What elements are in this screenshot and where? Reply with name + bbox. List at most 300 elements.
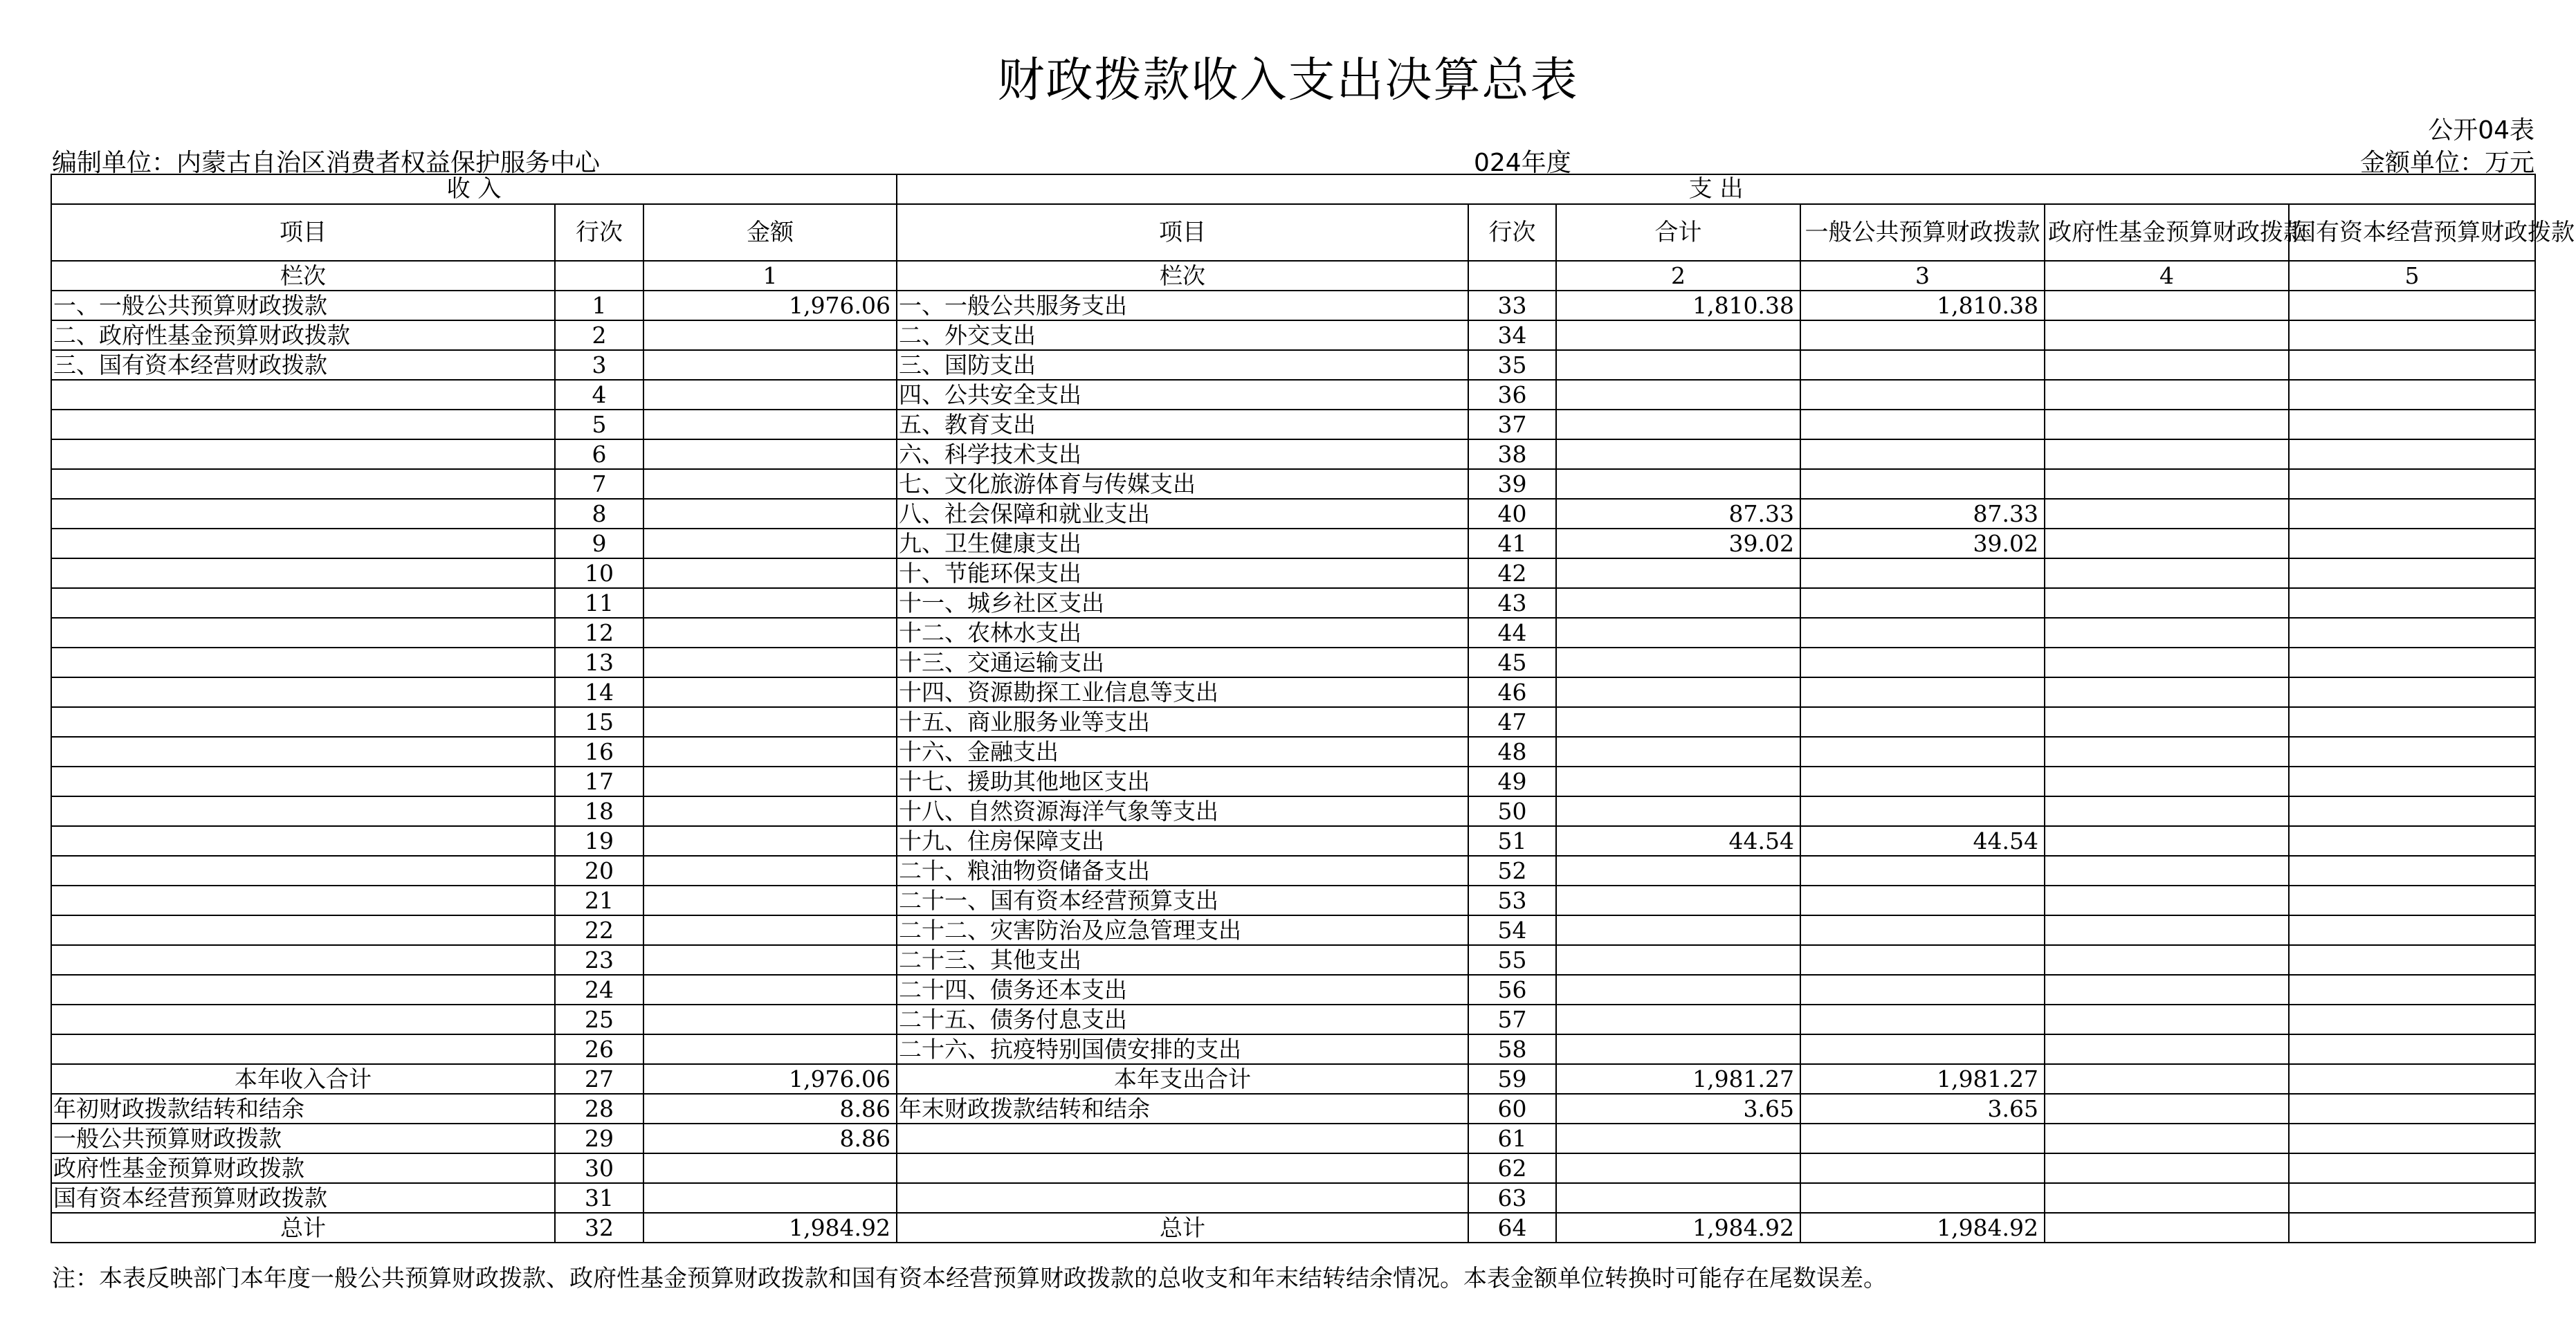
expense-fund	[2045, 915, 2289, 945]
income-amount	[643, 439, 897, 469]
expense-row-no: 62	[1468, 1153, 1556, 1183]
expense-item: 十八、自然资源海洋气象等支出	[897, 796, 1468, 826]
table-row	[51, 826, 2535, 856]
expense-total: 1,810.38	[1556, 291, 1800, 320]
expense-summary-label: 本年支出合计	[897, 1064, 1468, 1094]
income-row-header: 行次	[555, 204, 643, 261]
carry-row	[51, 1124, 2535, 1153]
expense-item: 九、卫生健康支出	[897, 529, 1468, 558]
expense-row-no: 49	[1468, 767, 1556, 796]
income-item	[51, 380, 555, 410]
expense-general: 3.65	[1800, 1094, 2045, 1124]
expense-general	[1800, 915, 2045, 945]
expense-row-no: 56	[1468, 975, 1556, 1005]
expense-state	[2289, 975, 2535, 1005]
expense-general	[1800, 648, 2045, 677]
income-amount	[643, 618, 897, 648]
income-item: 政府性基金预算财政拨款	[51, 1153, 555, 1183]
income-amount	[643, 648, 897, 677]
expense-total	[1556, 856, 1800, 886]
income-item	[51, 1005, 555, 1034]
table-row	[51, 945, 2535, 975]
expense-total: 1,981.27	[1556, 1064, 1800, 1094]
expense-fund	[2045, 1094, 2289, 1124]
expense-state	[2289, 350, 2535, 380]
table-row	[51, 707, 2535, 737]
expense-total	[1556, 558, 1800, 588]
expense-general	[1800, 380, 2045, 410]
expense-row-no: 40	[1468, 499, 1556, 529]
expense-state	[2289, 1094, 2535, 1124]
expense-item: 十一、城乡社区支出	[897, 588, 1468, 618]
column-header-row	[51, 204, 2535, 261]
summary-row	[51, 1064, 2535, 1094]
expense-item: 八、社会保障和就业支出	[897, 499, 1468, 529]
table-row	[51, 529, 2535, 558]
expense-state	[2289, 677, 2535, 707]
expense-total: 44.54	[1556, 826, 1800, 856]
expense-total: 39.02	[1556, 529, 1800, 558]
expense-general: 1,810.38	[1800, 291, 2045, 320]
expense-fund	[2045, 796, 2289, 826]
expense-general: 44.54	[1800, 826, 2045, 856]
expense-fund	[2045, 469, 2289, 499]
expense-row-no: 33	[1468, 291, 1556, 320]
budget-table	[51, 174, 2575, 1243]
income-row-no: 15	[555, 707, 643, 737]
expense-total	[1556, 1034, 1800, 1064]
state-capital-header: 国有资本经营预算财政拨款	[2289, 204, 2535, 261]
expense-row-no: 64	[1468, 1213, 1556, 1243]
expense-row-no: 54	[1468, 915, 1556, 945]
income-row-no: 4	[555, 380, 643, 410]
expense-state	[2289, 886, 2535, 915]
income-item	[51, 588, 555, 618]
expense-state	[2289, 826, 2535, 856]
expense-fund	[2045, 975, 2289, 1005]
income-row-no: 10	[555, 558, 643, 588]
expense-fund	[2045, 737, 2289, 767]
income-amount	[643, 915, 897, 945]
expense-item: 年末财政拨款结转和结余	[897, 1094, 1468, 1124]
expense-total	[1556, 380, 1800, 410]
expense-total	[1556, 1124, 1800, 1153]
expense-item: 二十三、其他支出	[897, 945, 1468, 975]
income-amount	[643, 380, 897, 410]
expense-row-no: 63	[1468, 1183, 1556, 1213]
expense-state	[2289, 707, 2535, 737]
carry-row	[51, 1094, 2535, 1124]
income-row-no: 24	[555, 975, 643, 1005]
expense-general	[1800, 1034, 2045, 1064]
income-amount	[643, 469, 897, 499]
general-budget-header: 一般公共预算财政拨款	[1800, 204, 2045, 261]
income-amount	[643, 558, 897, 588]
expense-total: 87.33	[1556, 499, 1800, 529]
table-row	[51, 796, 2535, 826]
expense-state	[2289, 648, 2535, 677]
income-row-no: 17	[555, 767, 643, 796]
expense-total	[1556, 886, 1800, 915]
expense-row-no: 55	[1468, 945, 1556, 975]
income-row-no: 28	[555, 1094, 643, 1124]
income-row-no: 32	[555, 1213, 643, 1243]
expense-fund	[2045, 1124, 2289, 1153]
expense-total	[1556, 648, 1800, 677]
income-amount	[643, 350, 897, 380]
table-row	[51, 291, 2535, 320]
income-amount: 1,976.06	[643, 1064, 897, 1094]
income-amount: 1,984.92	[643, 1213, 897, 1243]
expense-general	[1800, 886, 2045, 915]
income-item	[51, 826, 555, 856]
expense-item: 四、公共安全支出	[897, 380, 1468, 410]
income-row-no: 9	[555, 529, 643, 558]
income-amount	[643, 826, 897, 856]
expense-general	[1800, 945, 2045, 975]
income-amount	[643, 1034, 897, 1064]
income-row-no: 3	[555, 350, 643, 380]
expense-item	[897, 1124, 1468, 1153]
state-index: 5	[2289, 261, 2535, 291]
income-amount	[643, 1005, 897, 1034]
income-item	[51, 796, 555, 826]
expense-state	[2289, 410, 2535, 439]
income-row-no: 14	[555, 677, 643, 707]
expense-state	[2289, 320, 2535, 350]
expense-item: 十九、住房保障支出	[897, 826, 1468, 856]
expense-state	[2289, 380, 2535, 410]
expense-row-no: 59	[1468, 1064, 1556, 1094]
income-row-no: 6	[555, 439, 643, 469]
expense-fund	[2045, 648, 2289, 677]
expense-general	[1800, 796, 2045, 826]
expense-total	[1556, 915, 1800, 945]
income-item	[51, 618, 555, 648]
currency-unit: 金额单位：万元	[2359, 149, 2534, 177]
expense-fund	[2045, 439, 2289, 469]
income-row-no: 30	[555, 1153, 643, 1183]
expense-row-no: 51	[1468, 826, 1556, 856]
income-row-no: 20	[555, 856, 643, 886]
income-item: 一般公共预算财政拨款	[51, 1124, 555, 1153]
expense-row-no: 34	[1468, 320, 1556, 350]
income-row-no: 7	[555, 469, 643, 499]
income-amount-header: 金额	[643, 204, 897, 261]
table-row	[51, 767, 2535, 796]
expense-item: 六、科学技术支出	[897, 439, 1468, 469]
expense-general: 87.33	[1800, 499, 2045, 529]
income-item	[51, 767, 555, 796]
expense-item: 七、文化旅游体育与传媒支出	[897, 469, 1468, 499]
expense-total	[1556, 707, 1800, 737]
expense-state	[2289, 1213, 2535, 1243]
expense-row-no: 45	[1468, 648, 1556, 677]
expense-general	[1800, 588, 2045, 618]
expense-general: 39.02	[1800, 529, 2045, 558]
expense-state	[2289, 469, 2535, 499]
expense-row-no: 46	[1468, 677, 1556, 707]
fund-budget-header: 政府性基金预算财政拨款	[2045, 204, 2289, 261]
expense-fund	[2045, 945, 2289, 975]
expense-state	[2289, 558, 2535, 588]
expense-general	[1800, 410, 2045, 439]
expense-total	[1556, 767, 1800, 796]
table-row	[51, 350, 2535, 380]
expense-state	[2289, 1153, 2535, 1183]
expense-state	[2289, 291, 2535, 320]
expense-state	[2289, 1183, 2535, 1213]
expense-item: 十、节能环保支出	[897, 558, 1468, 588]
expense-general	[1800, 1005, 2045, 1034]
income-item	[51, 707, 555, 737]
expense-fund	[2045, 410, 2289, 439]
expense-total	[1556, 677, 1800, 707]
expense-state	[2289, 767, 2535, 796]
expense-item: 十七、援助其他地区支出	[897, 767, 1468, 796]
income-item	[51, 439, 555, 469]
expense-row-no: 43	[1468, 588, 1556, 618]
expense-total	[1556, 1183, 1800, 1213]
expense-general	[1800, 469, 2045, 499]
expense-state	[2289, 796, 2535, 826]
expense-fund	[2045, 558, 2289, 588]
income-row-no: 18	[555, 796, 643, 826]
general-index: 3	[1800, 261, 2045, 291]
expense-general	[1800, 707, 2045, 737]
expense-item: 一、一般公共服务支出	[897, 291, 1468, 320]
income-amount: 8.86	[643, 1124, 897, 1153]
table-row	[51, 380, 2535, 410]
expense-item: 十六、金融支出	[897, 737, 1468, 767]
expense-general	[1800, 320, 2045, 350]
income-item	[51, 1034, 555, 1064]
income-summary-label: 本年收入合计	[51, 1064, 555, 1094]
expense-fund	[2045, 380, 2289, 410]
table-row	[51, 1034, 2535, 1064]
expense-total	[1556, 439, 1800, 469]
income-row-no: 16	[555, 737, 643, 767]
income-item: 三、国有资本经营财政拨款	[51, 350, 555, 380]
expense-item: 十三、交通运输支出	[897, 648, 1468, 677]
expense-row-no: 44	[1468, 618, 1556, 648]
expense-general	[1800, 1124, 2045, 1153]
income-amount	[643, 767, 897, 796]
income-item: 一、一般公共预算财政拨款	[51, 291, 555, 320]
expense-total: 1,984.92	[1556, 1213, 1800, 1243]
expense-fund	[2045, 588, 2289, 618]
expense-row-no: 42	[1468, 558, 1556, 588]
income-row-no: 26	[555, 1034, 643, 1064]
expense-state	[2289, 1005, 2535, 1034]
income-row-no: 12	[555, 618, 643, 648]
expense-fund	[2045, 1005, 2289, 1034]
carry-row	[51, 1153, 2535, 1183]
expense-item: 十四、资源勘探工业信息等支出	[897, 677, 1468, 707]
expense-general	[1800, 975, 2045, 1005]
expense-general: 1,984.92	[1800, 1213, 2045, 1243]
expense-item: 二十、粮油物资储备支出	[897, 856, 1468, 886]
income-item	[51, 469, 555, 499]
group-header-row	[51, 174, 2535, 204]
income-item	[51, 856, 555, 886]
table-row	[51, 558, 2535, 588]
income-row-no: 25	[555, 1005, 643, 1034]
expense-general	[1800, 1183, 2045, 1213]
expense-row-no: 36	[1468, 380, 1556, 410]
table-row	[51, 915, 2535, 945]
expense-total	[1556, 1153, 1800, 1183]
expense-fund	[2045, 529, 2289, 558]
income-item: 年初财政拨款结转和结余	[51, 1094, 555, 1124]
expense-row-header: 行次	[1468, 204, 1556, 261]
income-row-no: 27	[555, 1064, 643, 1094]
income-amount	[643, 886, 897, 915]
income-row-no: 29	[555, 1124, 643, 1153]
expense-row-no: 37	[1468, 410, 1556, 439]
expense-item: 十二、农林水支出	[897, 618, 1468, 648]
income-item	[51, 737, 555, 767]
expense-item: 二十一、国有资本经营预算支出	[897, 886, 1468, 915]
table-row	[51, 469, 2535, 499]
income-amount	[643, 1183, 897, 1213]
expense-general	[1800, 737, 2045, 767]
expense-state	[2289, 618, 2535, 648]
table-row	[51, 737, 2535, 767]
income-amount: 1,976.06	[643, 291, 897, 320]
expense-state	[2289, 1064, 2535, 1094]
expense-state	[2289, 529, 2535, 558]
expense-row-no: 58	[1468, 1034, 1556, 1064]
expense-row-no: 41	[1468, 529, 1556, 558]
expense-total	[1556, 410, 1800, 439]
income-amount	[643, 410, 897, 439]
expense-total	[1556, 1005, 1800, 1034]
income-amount	[643, 796, 897, 826]
income-amount	[643, 737, 897, 767]
expense-state	[2289, 1124, 2535, 1153]
fiscal-year: 024年度	[1474, 149, 1571, 177]
income-amount	[643, 677, 897, 707]
income-item	[51, 886, 555, 915]
expense-row-no: 52	[1468, 856, 1556, 886]
table-row	[51, 499, 2535, 529]
expense-row-no: 60	[1468, 1094, 1556, 1124]
table-row	[51, 410, 2535, 439]
carry-row	[51, 1183, 2535, 1213]
income-item: 国有资本经营预算财政拨款	[51, 1183, 555, 1213]
expense-total	[1556, 469, 1800, 499]
expense-state	[2289, 1034, 2535, 1064]
expense-total	[1556, 975, 1800, 1005]
empty-cell	[555, 261, 643, 291]
income-row-no: 31	[555, 1183, 643, 1213]
fund-index: 4	[2045, 261, 2289, 291]
expense-item: 三、国防支出	[897, 350, 1468, 380]
income-row-no: 21	[555, 886, 643, 915]
expense-general	[1800, 1153, 2045, 1183]
income-row-no: 19	[555, 826, 643, 856]
expense-fund	[2045, 1183, 2289, 1213]
income-item	[51, 945, 555, 975]
grand-total-row	[51, 1213, 2535, 1243]
income-item	[51, 410, 555, 439]
expense-item: 二十六、抗疫特别国债安排的支出	[897, 1034, 1468, 1064]
expense-fund	[2045, 618, 2289, 648]
income-row-no: 2	[555, 320, 643, 350]
income-amount	[643, 856, 897, 886]
income-row-no: 8	[555, 499, 643, 529]
expense-row-no: 38	[1468, 439, 1556, 469]
expense-row-no: 61	[1468, 1124, 1556, 1153]
income-amount	[643, 499, 897, 529]
expense-state	[2289, 499, 2535, 529]
expense-state	[2289, 856, 2535, 886]
expense-fund	[2045, 1064, 2289, 1094]
expense-row-no: 53	[1468, 886, 1556, 915]
expense-fund	[2045, 1034, 2289, 1064]
income-amount	[643, 975, 897, 1005]
income-row-no: 5	[555, 410, 643, 439]
expense-fund	[2045, 856, 2289, 886]
income-item	[51, 915, 555, 945]
income-amount	[643, 1153, 897, 1183]
expense-total	[1556, 796, 1800, 826]
expense-item	[897, 1183, 1468, 1213]
expense-fund	[2045, 291, 2289, 320]
expense-fund	[2045, 707, 2289, 737]
expense-state	[2289, 737, 2535, 767]
expense-fund	[2045, 826, 2289, 856]
expense-general	[1800, 618, 2045, 648]
income-group-header: 收 入	[51, 174, 897, 204]
income-amount	[643, 588, 897, 618]
expense-state	[2289, 588, 2535, 618]
expense-state	[2289, 945, 2535, 975]
expense-total	[1556, 320, 1800, 350]
expense-fund	[2045, 320, 2289, 350]
table-row	[51, 618, 2535, 648]
table-row	[51, 588, 2535, 618]
expense-state	[2289, 915, 2535, 945]
income-item: 二、政府性基金预算财政拨款	[51, 320, 555, 350]
income-amount	[643, 320, 897, 350]
income-row-no: 13	[555, 648, 643, 677]
income-row-no: 1	[555, 291, 643, 320]
income-amount	[643, 529, 897, 558]
expense-total	[1556, 945, 1800, 975]
empty-cell	[1468, 261, 1556, 291]
income-item	[51, 529, 555, 558]
table-row	[51, 975, 2535, 1005]
expense-total	[1556, 588, 1800, 618]
expense-fund	[2045, 499, 2289, 529]
income-item-header: 项目	[51, 204, 555, 261]
income-index-label: 栏次	[51, 261, 555, 291]
expense-index-label: 栏次	[897, 261, 1468, 291]
expense-fund	[2045, 886, 2289, 915]
expense-total: 3.65	[1556, 1094, 1800, 1124]
expense-row-no: 48	[1468, 737, 1556, 767]
expense-state	[2289, 439, 2535, 469]
page-title: 财政拨款收入支出决算总表	[997, 53, 1579, 108]
expense-item: 二十二、灾害防治及应急管理支出	[897, 915, 1468, 945]
table-row	[51, 320, 2535, 350]
income-row-no: 11	[555, 588, 643, 618]
income-row-no: 22	[555, 915, 643, 945]
expense-general	[1800, 350, 2045, 380]
total-index: 2	[1556, 261, 1800, 291]
